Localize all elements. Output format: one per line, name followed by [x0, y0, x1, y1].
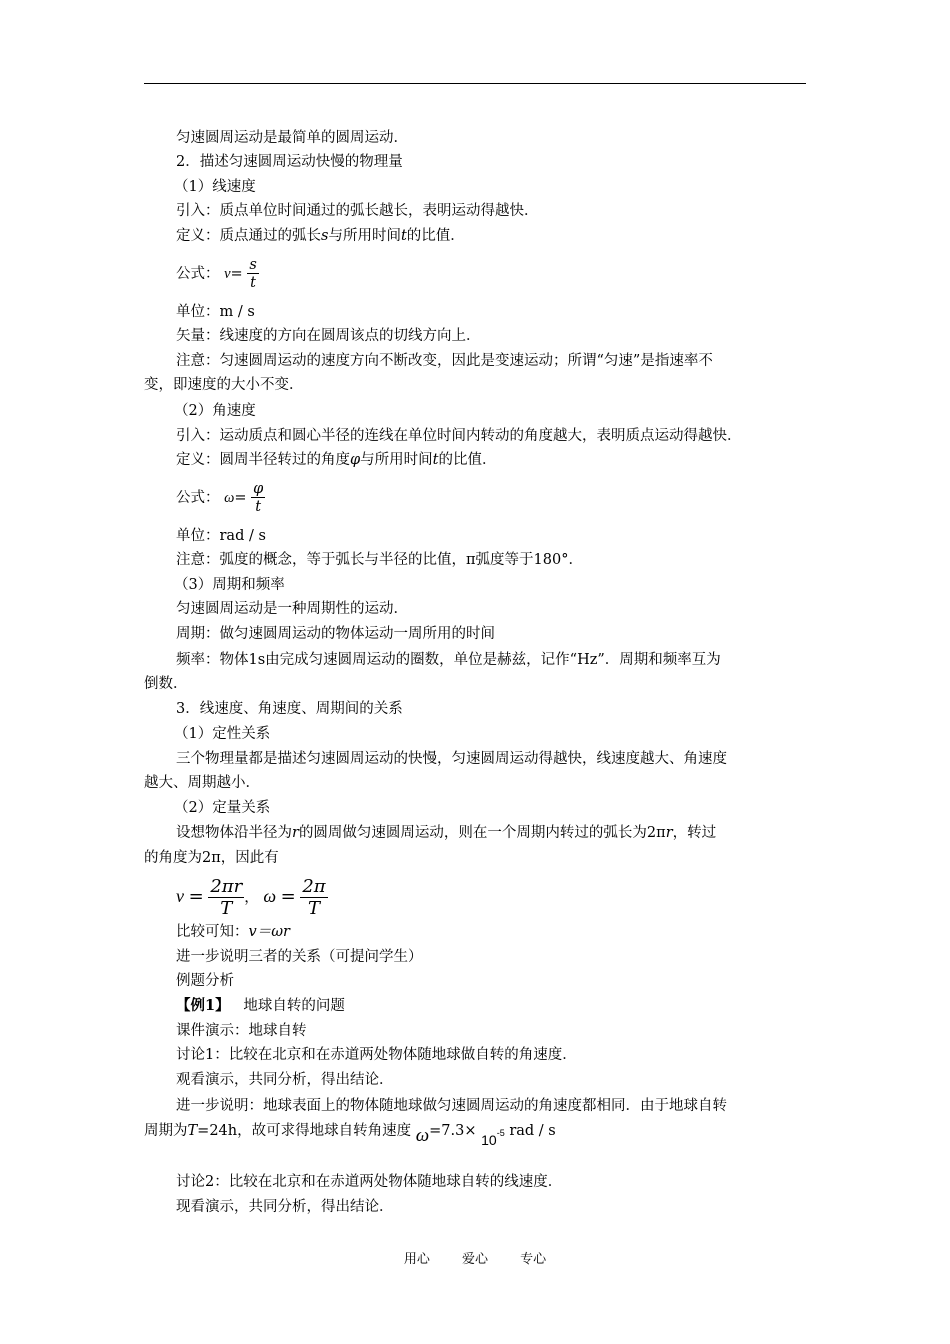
text-line: 频率：物体1s由完成匀速圆周运动的圈数，单位是赫兹，记作“Hz”．周期和频率互为	[176, 652, 721, 668]
fraction-denominator: t	[255, 499, 262, 515]
text-span: =24h，故可求得地球自转角速度	[197, 1123, 412, 1139]
fraction	[300, 878, 327, 918]
section-heading: 3．线速度、角速度、周期间的关系	[176, 701, 403, 717]
text-line: 倒数．	[144, 676, 188, 692]
text-line	[144, 823, 838, 843]
math-symbol: =	[188, 886, 204, 907]
formula-line	[144, 254, 838, 294]
subsection-heading: （2）定量关系	[174, 800, 271, 816]
text-span: 与所用时间	[328, 228, 401, 244]
separator: ，	[244, 890, 259, 906]
text-span: 的圆周做匀速圆周运动，则在一个周期内转过的弧长为2π	[298, 825, 666, 841]
fraction-denominator: T	[220, 898, 233, 919]
math-symbol: v	[224, 266, 231, 282]
fraction	[251, 482, 265, 515]
fraction-denominator: T	[307, 898, 320, 919]
math-symbol: r	[292, 825, 299, 841]
formula-label: 公式：	[176, 490, 220, 506]
text-line: 例题分析	[176, 973, 234, 989]
text-span: ，转过	[672, 825, 717, 841]
text-line: 现看演示，共同分析，得出结论．	[176, 1199, 394, 1215]
text-line: 匀速圆周运动是一种周期性的运动．	[176, 601, 408, 617]
math-symbol: =	[234, 490, 247, 506]
subsection-heading: （2）角速度	[174, 403, 256, 419]
subsection-heading: （1）定性关系	[174, 726, 271, 742]
formula-line	[144, 872, 838, 920]
math-symbol: =	[230, 266, 243, 282]
text-line	[144, 450, 838, 470]
fraction	[247, 258, 258, 291]
text-line: 单位：rad / s	[176, 528, 266, 544]
text-line: 课件演示：地球自转	[176, 1023, 307, 1039]
text-span: 周期为	[144, 1123, 188, 1139]
math-symbol: ω	[224, 490, 235, 506]
text-line: 的角度为2π，因此有	[144, 850, 279, 866]
text-line: 匀速圆周运动是最简单的圆周运动．	[176, 130, 408, 146]
header-rule	[144, 83, 806, 84]
text-span: 与所用时间	[360, 452, 433, 468]
fraction-numerator: 2πr	[210, 876, 243, 897]
text-line: 讨论1：比较在北京和在赤道两处物体随地球做自转的角速度．	[176, 1047, 577, 1063]
math-symbol: r	[665, 825, 673, 841]
math-symbol: t	[400, 228, 407, 244]
text-span: =7.3×	[429, 1123, 477, 1139]
text-line: 三个物理量都是描述匀速圆周运动的快慢，匀速圆周运动得越快，线速度越大、角速度	[176, 751, 727, 767]
math-symbol: s	[321, 228, 329, 244]
math-symbol: =	[280, 886, 296, 907]
formula-line	[144, 478, 838, 518]
text-line: 单位：m / s	[176, 304, 255, 320]
text-line: 注意：匀速圆周运动的速度方向不断改变，因此是变速运动；所谓“匀速”是指速率不	[176, 353, 713, 369]
text-span: 定义：质点通过的弧长	[176, 228, 321, 244]
text-span: 定义：圆周半径转过的角度	[176, 452, 350, 468]
text-line: 越大、周期越小．	[144, 775, 260, 791]
text-span: 设想物体沿半径为	[176, 825, 292, 841]
text-line: 讨论2：比较在北京和在赤道两处物体随地球自转的线速度．	[176, 1174, 563, 1190]
math-symbol: φ	[350, 452, 361, 468]
text-line: 进一步说明三者的关系（可提问学生）	[176, 949, 423, 965]
text-span: 比较可知：	[176, 924, 249, 940]
subsection-heading: （1）线速度	[174, 179, 256, 195]
text-line: 进一步说明：地球表面上的物体随地球做匀速圆周运动的角速度都相同．由于地球自转	[176, 1098, 727, 1114]
math-symbol: t	[432, 452, 439, 468]
fraction-denominator: t	[250, 275, 256, 291]
page-footer	[0, 1248, 950, 1267]
text-span: 的比值．	[438, 452, 497, 468]
math-symbol: 10	[481, 1132, 497, 1148]
text-line: 注意：弧度的概念，等于弧长与半径的比值，π弧度等于180°．	[176, 552, 583, 568]
text-line: 引入：运动质点和圆心半径的连线在单位时间内转动的角度越大，表明质点运动得越快．	[176, 428, 742, 444]
text-line	[144, 226, 838, 246]
fraction-numerator: s	[249, 256, 257, 273]
fraction	[208, 878, 244, 918]
text-line: 周期：做匀速圆周运动的物体运动一周所用的时间	[176, 626, 495, 642]
text-line: 变，即速度的大小不变．	[144, 377, 304, 393]
text-line: 观看演示，共同分析，得出结论．	[176, 1072, 394, 1088]
footer-text: 专心	[520, 1252, 547, 1267]
footer-text: 爱心	[461, 1252, 488, 1267]
example-heading	[144, 996, 838, 1016]
fraction-numerator: 2π	[302, 876, 326, 897]
footer-text: 用心	[403, 1252, 430, 1267]
text-span: 的比值．	[406, 228, 465, 244]
section-heading: 2．描述匀速圆周运动快慢的物理量	[176, 154, 403, 170]
math-expression: v＝ωr	[248, 924, 290, 940]
fraction-numerator: φ	[253, 480, 264, 497]
math-exponent: -5	[496, 1128, 505, 1138]
text-line: 引入：质点单位时间通过的弧长越长，表明运动得越快．	[176, 203, 539, 219]
math-symbol: v	[176, 886, 184, 906]
math-symbol: ω	[263, 886, 277, 906]
subsection-heading: （3）周期和频率	[174, 577, 285, 593]
example-title: 地球自转的问题	[243, 998, 345, 1014]
math-symbol: ω	[415, 1125, 430, 1146]
text-line: 矢量：线速度的方向在圆周该点的切线方向上．	[176, 328, 481, 344]
example-label: 【例1】	[176, 997, 230, 1014]
unit-label: rad / s	[509, 1123, 556, 1139]
text-line	[144, 922, 838, 942]
math-symbol: T	[187, 1123, 198, 1139]
text-line	[144, 1120, 806, 1152]
formula-label: 公式：	[176, 266, 220, 282]
